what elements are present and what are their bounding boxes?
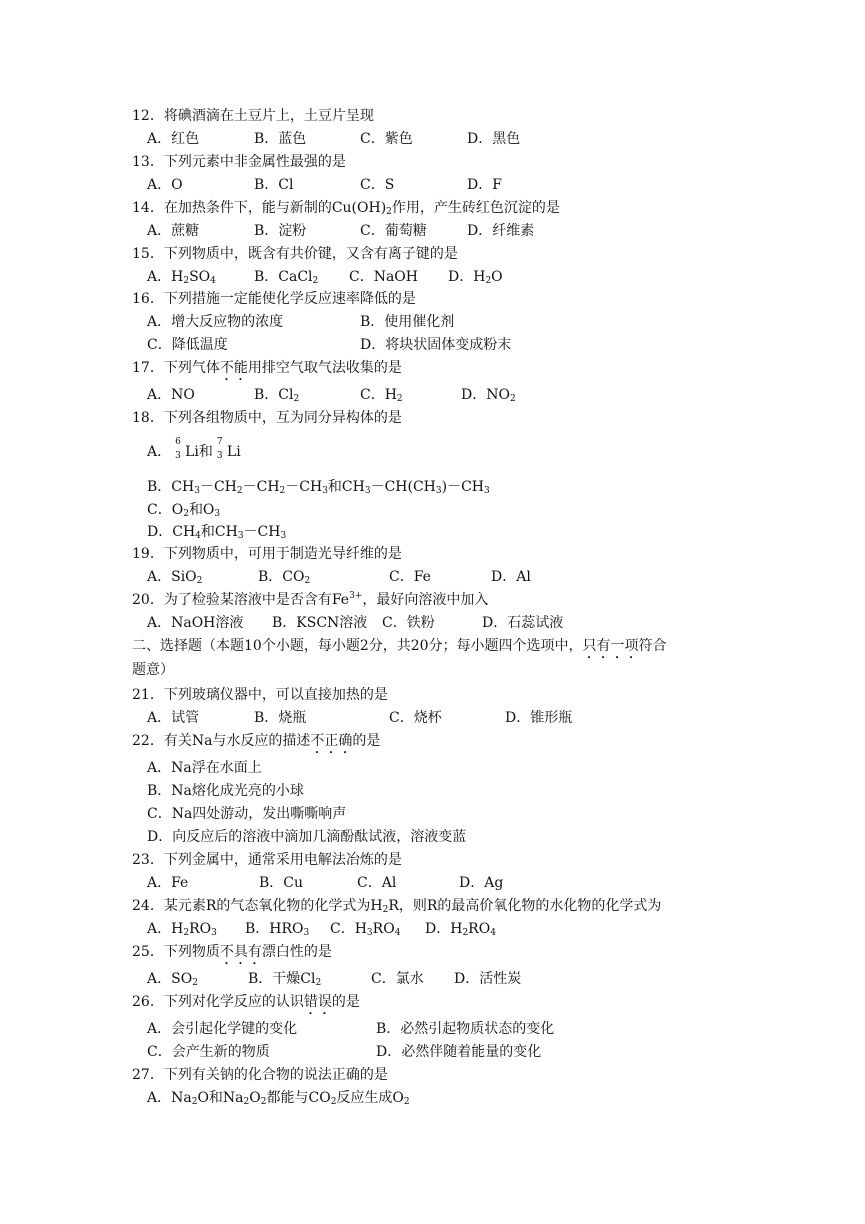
question-18-stem: 18．下列各组物质中，互为同分异构体的是 <box>132 410 402 426</box>
q26-option-d: D．必然伴随着能量的变化 <box>376 1044 542 1060</box>
question-21-stem: 21．下列玻璃仪器中，可以直接加热的是 <box>132 687 388 703</box>
question-15-stem: 15．下列物质中，既含有共价键，又含有离子键的是 <box>132 246 458 262</box>
q15-option-a: A．$H_2SO_4$ <box>147 269 216 286</box>
q22-option-a: A．Na浮在水面上 <box>147 760 262 776</box>
q12-option-a: A．红色 <box>147 131 200 147</box>
q19-option-d: D．Al <box>491 569 531 585</box>
q17-option-a: A．NO <box>147 387 195 403</box>
q18-option-d: D．$CH_4$和$CH_3-CH_3$ <box>147 524 287 541</box>
q15-option-d: D．$H_2O$ <box>448 269 503 286</box>
question-16-stem: 16．下列措施一定能使化学反应速率降低的是 <box>132 291 416 307</box>
q19-option-c: C．Fe <box>389 569 431 585</box>
q16-option-a: A．增大反应物的浓度 <box>147 314 284 330</box>
q25-option-a: A．$SO_2$ <box>147 971 198 988</box>
q13-option-c: C．S <box>360 177 395 193</box>
question-14-stem: 14．在加热条件下，能与新制的$Cu(OH)_2$作用，产生砖红色沉淀的是 <box>132 200 560 217</box>
question-17-stem: 17．下列气体不能用排空气取气法收集的是 <box>132 360 402 376</box>
q20-option-d: D．石蕊试液 <box>482 615 564 631</box>
q26-emphasis: 错误 <box>303 994 332 1010</box>
q12-option-b: B．蓝色 <box>254 131 307 147</box>
q15-option-c: C．NaOH <box>349 269 418 285</box>
question-12-stem: 12．将碘酒滴在土豆片上，土豆片呈现 <box>132 108 374 124</box>
q24-option-b: B．$HRO_3$ <box>245 921 310 938</box>
q23-option-a: A．Fe <box>147 875 189 891</box>
q16-option-c: C．降低温度 <box>147 337 228 353</box>
q14-option-c: C．葡萄糖 <box>360 223 427 239</box>
q18-option-c: C．$O_2$和$O_3$ <box>147 502 221 519</box>
section-2-heading: 二、选择题（本题10个小题，每小题2分，共20分；每小题四个选项中，只有一项符合 <box>132 638 667 654</box>
q21-option-d: D．锥形瓶 <box>505 710 573 726</box>
isotope-li6: 6 3 <box>175 437 181 461</box>
section-2-heading-cont: 题意） <box>132 662 174 678</box>
question-26-stem: 26．下列对化学反应的认识错误的是 <box>132 994 360 1010</box>
q17-option-c: C．$H_2$ <box>360 387 403 404</box>
q20-option-c: C．铁粉 <box>382 615 435 631</box>
q26-option-b: B．必然引起物质状态的变化 <box>376 1021 555 1037</box>
q24-option-c: C．$H_3RO_4$ <box>330 921 401 938</box>
q18-option-a: A． 6 3 Li和 7 3 Li <box>147 437 241 461</box>
q18-option-b: B．$CH_3-CH_2-CH_2-CH_3$和$CH_3-CH(CH_3)-CH_3$ <box>147 479 490 496</box>
q25-option-d: D．活性炭 <box>454 971 522 987</box>
q17-emphasis: 不能 <box>219 360 248 376</box>
q12-option-c: C．紫色 <box>360 131 413 147</box>
q20-option-b: B．KSCN溶液 <box>272 615 368 631</box>
q13-option-d: D．F <box>467 177 502 193</box>
isotope-li7: 7 3 <box>216 437 223 461</box>
question-27-stem: 27．下列有关钠的化合物的说法正确的是 <box>132 1067 388 1083</box>
q12-option-d: D．黑色 <box>467 131 521 147</box>
q27-option-a: A．$Na_2O$和$Na_2O_2$都能与$CO_2$反应生成$O_2$ <box>147 1090 410 1107</box>
q17-option-b: B．$Cl_2$ <box>254 387 300 404</box>
question-22-stem: 22．有关Na与水反应的描述不正确的是 <box>132 733 381 749</box>
question-25-stem: 25．下列物质不具有漂白性的是 <box>132 944 332 960</box>
question-24-stem: 24．某元素R的气态氧化物的化学式为$H_2R$，则R的最高价氧化物的水化物的化学式为 <box>132 898 662 915</box>
q13-option-a: A．O <box>147 177 183 193</box>
q16-option-b: B．使用催化剂 <box>360 314 455 330</box>
q24-option-d: D．$H_2RO_4$ <box>425 921 496 938</box>
q26-option-a: A．会引起化学键的变化 <box>147 1021 298 1037</box>
q21-option-a: A．试管 <box>147 710 200 726</box>
q23-option-b: B．Cu <box>259 875 304 891</box>
q24-option-a: A．$H_2RO_3$ <box>147 921 217 938</box>
section-2-emphasis: 只有一项 <box>582 638 639 654</box>
q21-option-b: B．烧瓶 <box>254 710 307 726</box>
q14-option-b: B．淀粉 <box>254 223 307 239</box>
q25-emphasis: 不具有 <box>219 944 262 960</box>
q17-option-d: D．$NO_2$ <box>461 387 516 404</box>
q25-option-b: B．干燥$Cl_2$ <box>248 971 322 988</box>
q22-option-d: D．向反应后的溶液中滴加几滴酚酞试液，溶液变蓝 <box>147 829 467 845</box>
question-23-stem: 23．下列金属中，通常采用电解法冶炼的是 <box>132 852 402 868</box>
q23-option-c: C．Al <box>357 875 397 891</box>
q22-emphasis: 不正确 <box>310 733 353 749</box>
q14-option-a: A．蔗糖 <box>147 223 200 239</box>
q19-option-a: A．SiO$_2$ <box>147 569 203 586</box>
question-13-stem: 13．下列元素中非金属性最强的是 <box>132 154 346 170</box>
q22-option-b: B．Na熔化成光亮的小球 <box>147 783 304 799</box>
q16-option-d: D．将块状固体变成粉末 <box>360 337 512 353</box>
q13-option-b: B．Cl <box>254 177 294 193</box>
q26-option-c: C．会产生新的物质 <box>147 1044 270 1060</box>
q19-option-b: B．$CO_2$ <box>258 569 311 586</box>
question-20-stem: 20．为了检验某溶液中是否含有$Fe^{3+}$，最好向溶液中加入 <box>132 591 489 608</box>
q21-option-c: C．烧杯 <box>389 710 442 726</box>
q15-option-b: B．CaCl$_2$ <box>254 269 319 286</box>
q22-option-c: C．Na四处游动，发出嘶嘶响声 <box>147 806 347 822</box>
q20-option-a: A．NaOH溶液 <box>147 615 244 631</box>
question-19-stem: 19．下列物质中，可用于制造光导纤维的是 <box>132 546 402 562</box>
q14-option-d: D．纤维素 <box>467 223 535 239</box>
q25-option-c: C．氯水 <box>371 971 424 987</box>
q23-option-d: D．Ag <box>459 875 504 891</box>
